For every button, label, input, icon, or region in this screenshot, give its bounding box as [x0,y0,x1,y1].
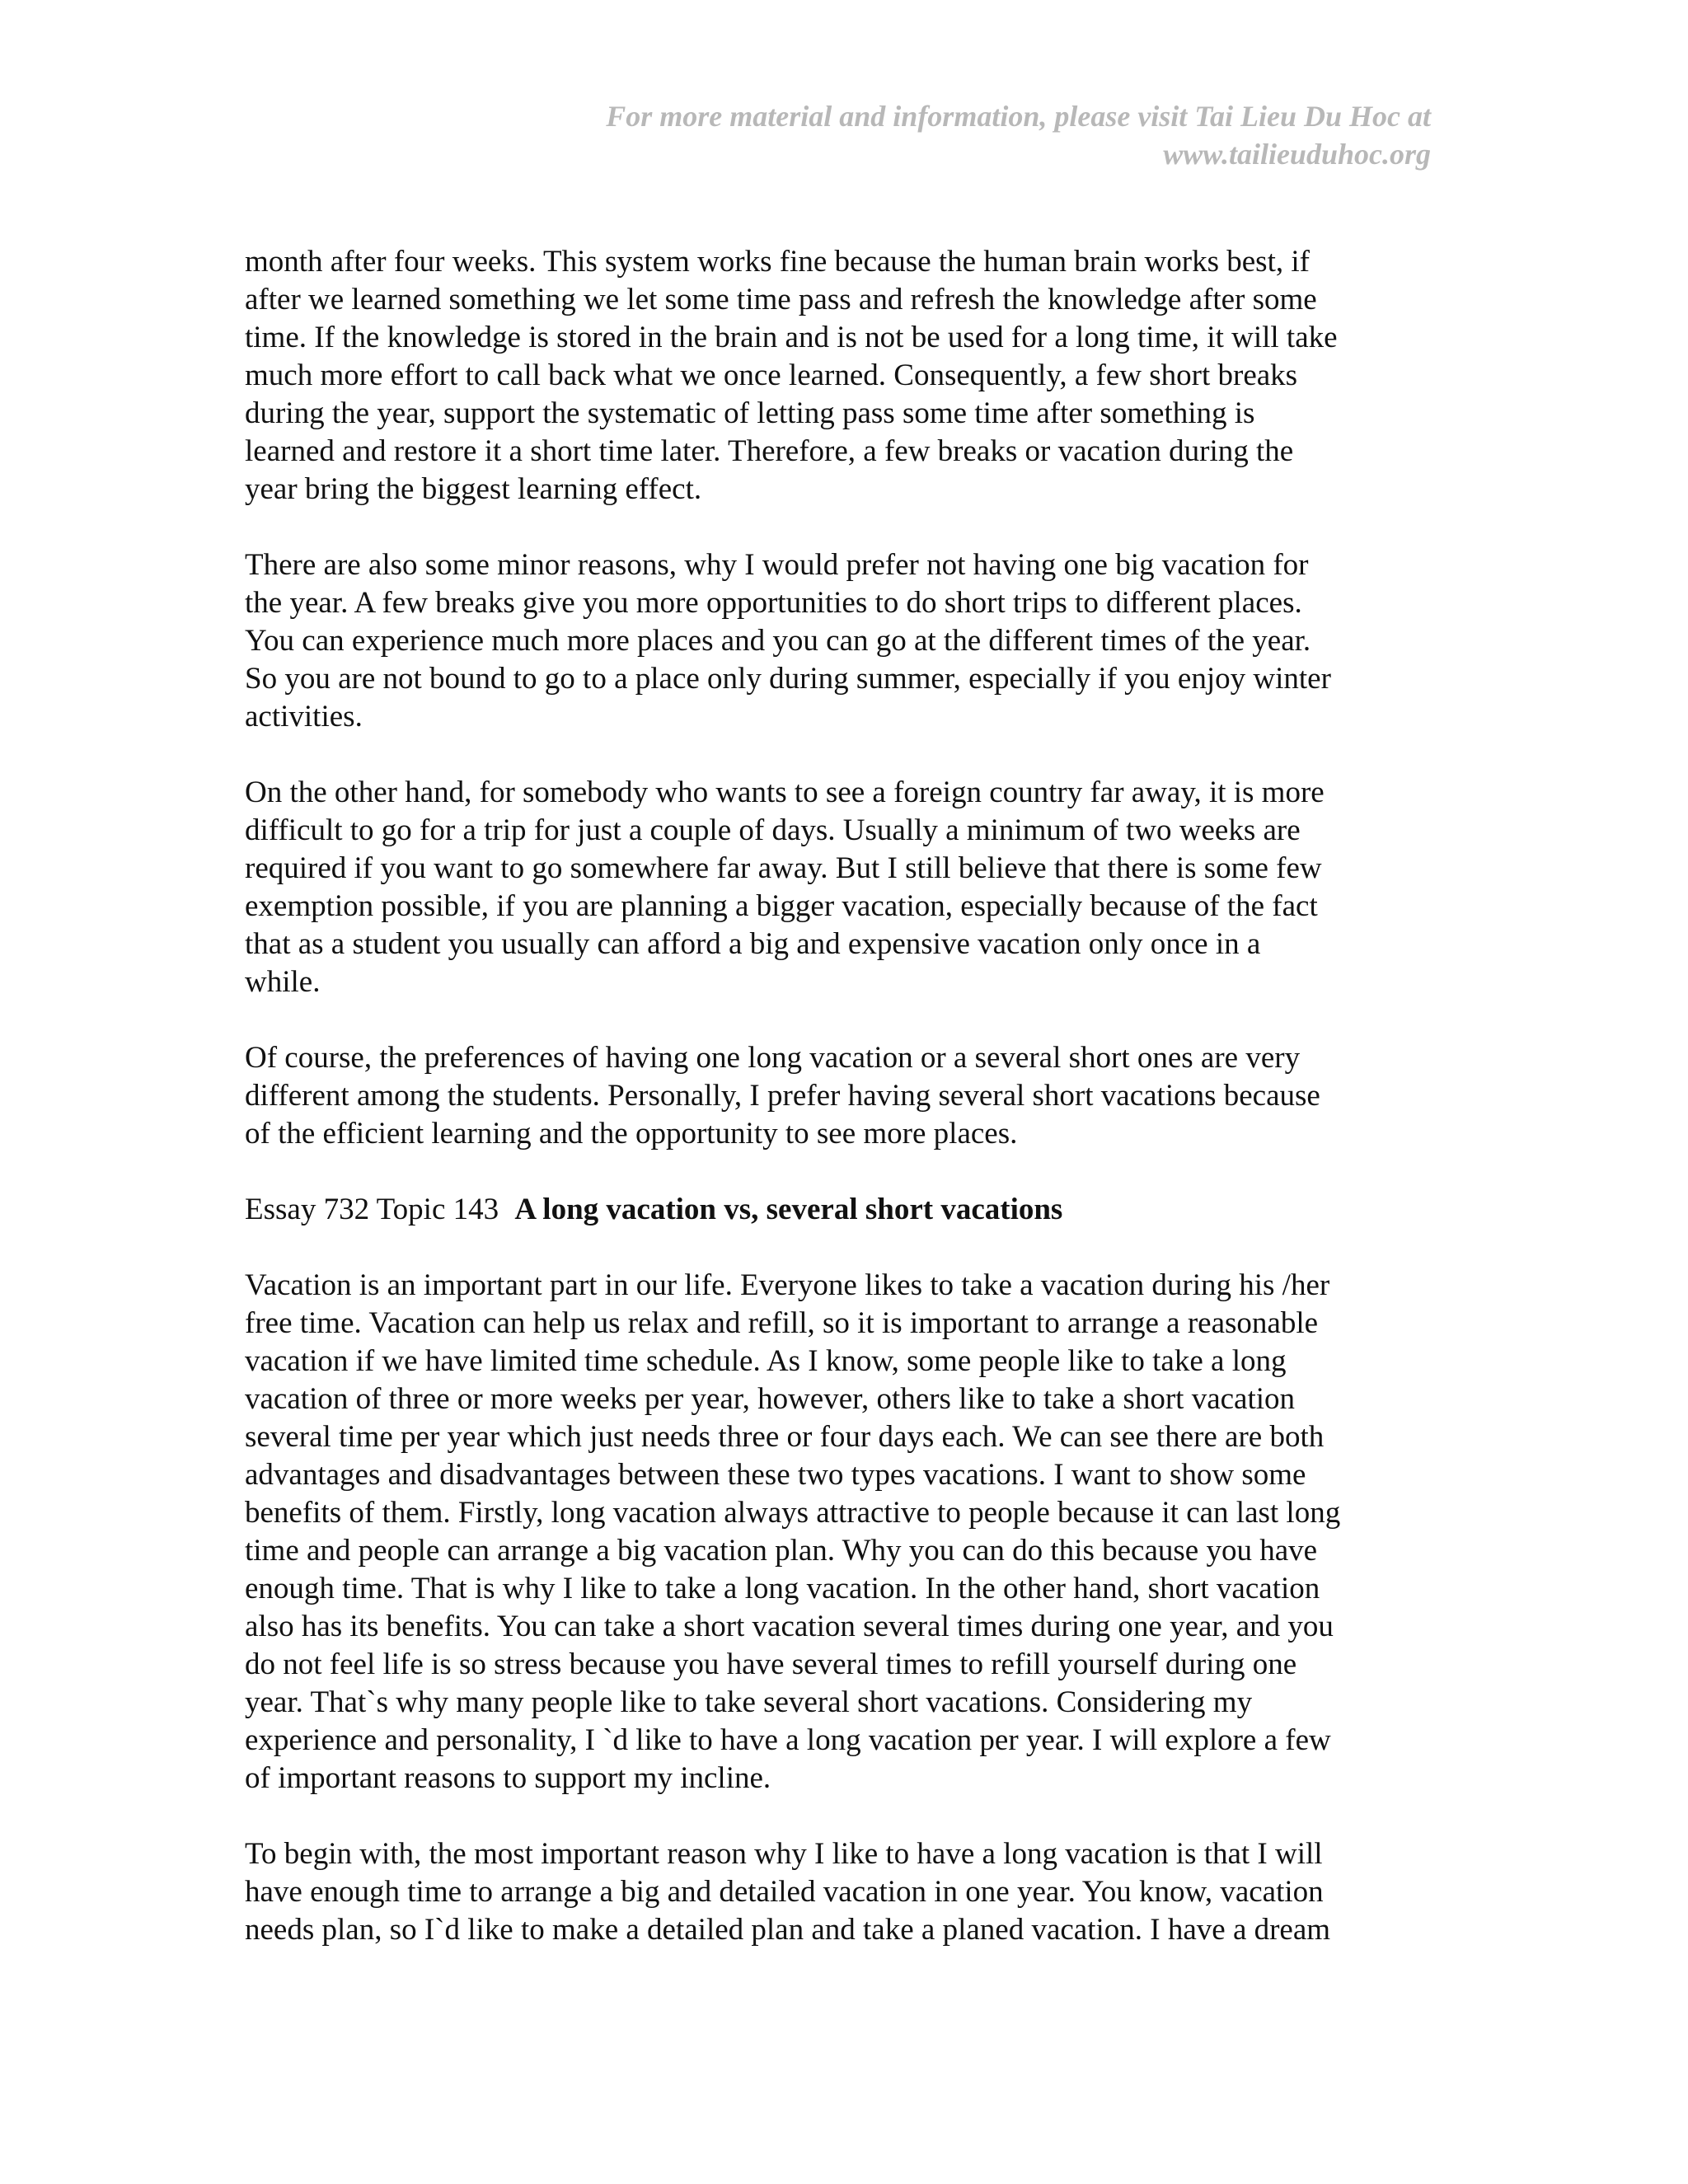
text-line: learned and restore it a short time later. Therefore, a few breaks or vacation during the [245,434,1294,468]
text-line: You can experience much more places and you can go at the different times of the year. [245,624,1311,658]
text-line: also has its benefits. You can take a short vacation several times during one year, and you [245,1610,1334,1643]
text-line: Of course, the preferences of having one long vacation or a several short ones are very [245,1041,1301,1075]
text-line: of the efficient learning and the opportunity to see more places. [245,1117,1018,1151]
text-line: required if you want to go somewhere far away. But I still believe that there is some few [245,851,1322,885]
text-line: needs plan, so I`d like to make a detailed plan and take a planed vacation. I have a dream [245,1913,1331,1947]
text-line: during the year, support the systematic of letting pass some time after something is [245,396,1255,430]
essay-body [245,1267,1448,1949]
text-line: exemption possible, if you are planning a bigger vacation, especially because of the fact [245,889,1318,923]
page-header [442,97,1431,173]
paragraph [245,1835,1448,1949]
text-line: To begin with, the most important reason why I like to have a long vacation is that I will [245,1837,1323,1871]
text-line: time. If the knowledge is stored in the brain and is not be used for a long time, it will take [245,321,1338,354]
text-line: year bring the biggest learning effect. [245,472,702,506]
text-line: after we learned something we let some time pass and refresh the knowledge after some [245,283,1317,316]
paragraph [245,774,1448,1001]
text-line: advantages and disadvantages between these two types vacations. I want to show some [245,1458,1306,1492]
text-line: of important reasons to support my incline. [245,1761,771,1795]
text-line: experience and personality, I `d like to have a long vacation per year. I will explore a few [245,1723,1331,1757]
essay-continuation [245,243,1448,1153]
text-line: month after four weeks. This system works fine because the human brain works best, if [245,245,1310,279]
text-line: Vacation is an important part in our life. Everyone likes to take a vacation during his /her [245,1268,1330,1302]
header-line-1: For more material and information, please visit Tai Lieu Du Hoc at [606,100,1431,133]
text-line: free time. Vacation can help us relax and refill, so it is important to arrange a reasonable [245,1306,1319,1340]
essay-title: A long vacation vs, several short vacations [514,1193,1063,1226]
text-line: activities. [245,700,363,733]
text-line: several time per year which just needs three or four days each. We can see there are both [245,1420,1325,1454]
header-link[interactable]: www.tailieuduhoc.org [1163,138,1431,171]
text-line: do not feel life is so stress because you have several times to refill yourself during one [245,1647,1297,1681]
essay-label: Essay 732 Topic 143 [245,1193,499,1226]
text-line: So you are not bound to go to a place only during summer, especially if you enjoy winter [245,662,1331,696]
paragraph [245,1267,1448,1797]
document-body [245,243,1448,1987]
text-line: much more effort to call back what we once learned. Consequently, a few short breaks [245,359,1298,392]
text-line: that as a student you usually can afford a big and expensive vacation only once in a [245,927,1261,961]
text-line: benefits of them. Firstly, long vacation always attractive to people because it can last long [245,1496,1341,1530]
text-line: the year. A few breaks give you more opportunities to do short trips to different places. [245,586,1302,620]
paragraph [245,546,1448,736]
text-line: have enough time to arrange a big and detailed vacation in one year. You know, vacation [245,1875,1324,1909]
text-line: There are also some minor reasons, why I would prefer not having one big vacation for [245,548,1309,582]
text-line: difficult to go for a trip for just a couple of days. Usually a minimum of two weeks are [245,813,1301,847]
text-line: enough time. That is why I like to take a long vacation. In the other hand, short vacation [245,1572,1320,1605]
text-line: vacation if we have limited time schedule. As I know, some people like to take a long [245,1344,1287,1378]
text-line: year. That`s why many people like to take several short vacations. Considering my [245,1685,1253,1719]
text-line: while. [245,965,321,999]
text-line: On the other hand, for somebody who wants to see a foreign country far away, it is more [245,776,1325,809]
text-line: different among the students. Personally, I prefer having several short vacations because [245,1079,1320,1113]
text-line: vacation of three or more weeks per year, however, others like to take a short vacation [245,1382,1296,1416]
essay-heading [245,1191,1448,1229]
paragraph [245,1039,1448,1153]
paragraph [245,243,1448,509]
text-line: time and people can arrange a big vacation plan. Why you can do this because you have [245,1534,1318,1568]
